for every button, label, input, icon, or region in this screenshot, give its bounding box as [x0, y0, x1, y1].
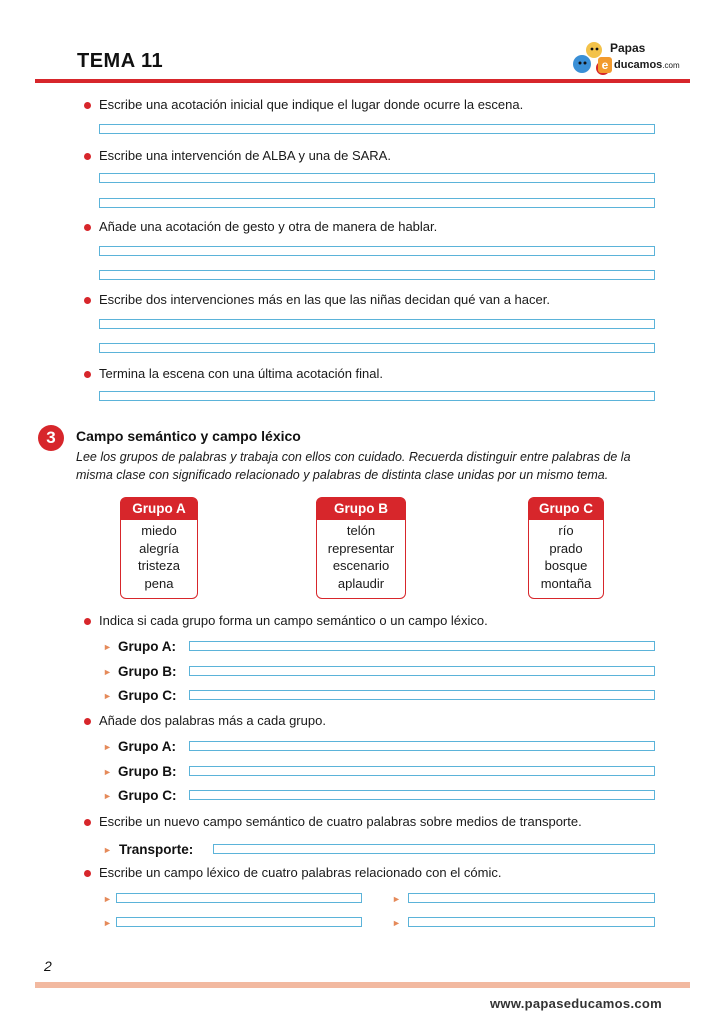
group-word: tristeza	[138, 558, 180, 573]
answer-line[interactable]	[116, 917, 362, 927]
arrow-bullet-icon: ►	[103, 894, 112, 904]
answer-label: Grupo B:	[118, 664, 177, 679]
answer-line[interactable]	[99, 319, 655, 329]
answer-label: Grupo C:	[118, 788, 177, 803]
group-word: miedo	[141, 523, 177, 538]
header-divider	[35, 79, 690, 83]
page-title: TEMA 11	[77, 50, 164, 72]
group-box-a	[120, 497, 198, 599]
instruction-text: Indica si cada grupo forma un campo semántico o un campo léxico.	[99, 613, 488, 628]
group-word: prado	[549, 540, 583, 556]
answer-label: Grupo A:	[118, 739, 176, 754]
answer-line[interactable]	[99, 391, 655, 401]
instruction-text: Añade dos palabras más a cada grupo.	[99, 713, 326, 728]
arrow-bullet-icon: ►	[103, 667, 112, 677]
answer-line[interactable]	[189, 766, 655, 776]
answer-line[interactable]	[189, 790, 655, 800]
bullet-icon	[84, 224, 91, 231]
footer-website: www.papaseducamos.com	[490, 996, 662, 1011]
answer-line[interactable]	[99, 246, 655, 256]
arrow-bullet-icon: ►	[392, 918, 401, 928]
answer-label: Grupo A:	[118, 639, 176, 654]
group-word: bosque	[544, 558, 588, 573]
logo-educamos: ducamos.com	[614, 59, 680, 71]
answer-line[interactable]	[189, 690, 655, 700]
answer-label: Grupo B:	[118, 764, 177, 779]
bullet-icon	[84, 718, 91, 725]
answer-line[interactable]	[116, 893, 362, 903]
bullet-icon	[84, 870, 91, 877]
instruction-text: Añade una acotación de gesto y otra de manera de hablar.	[99, 219, 438, 234]
group-word: montaña	[540, 575, 592, 591]
answer-line[interactable]	[99, 343, 655, 353]
page-number: 2	[44, 958, 52, 974]
logo-papas: Papas	[610, 41, 646, 55]
arrow-bullet-icon: ►	[392, 894, 401, 904]
bullet-icon	[84, 371, 91, 378]
group-word: telón	[346, 523, 376, 538]
answer-line[interactable]	[99, 198, 655, 208]
arrow-bullet-icon: ►	[103, 845, 112, 855]
group-box-b	[316, 497, 406, 599]
logo-e-icon	[598, 57, 612, 73]
bullet-icon	[84, 102, 91, 109]
group-word: río	[558, 523, 574, 538]
instruction-text: Escribe una acotación inicial que indique el lugar donde ocurre la escena.	[99, 97, 524, 112]
instruction-text: Escribe dos intervenciones más en las que las niñas decidan qué van a hacer.	[99, 292, 550, 307]
group-word: alegría	[139, 540, 179, 556]
answer-line[interactable]	[189, 641, 655, 651]
group-title: Grupo A	[121, 498, 197, 520]
arrow-bullet-icon: ►	[103, 742, 112, 752]
answer-line[interactable]	[189, 741, 655, 751]
group-word: representar	[327, 540, 395, 556]
answer-line[interactable]	[99, 124, 655, 134]
section-title: Campo semántico y campo léxico	[76, 428, 301, 444]
answer-label: Transporte:	[119, 842, 194, 857]
arrow-bullet-icon: ►	[103, 918, 112, 928]
answer-line[interactable]	[408, 893, 655, 903]
arrow-bullet-icon: ►	[103, 691, 112, 701]
answer-line[interactable]	[99, 270, 655, 280]
group-title: Grupo B	[317, 498, 405, 520]
answer-line[interactable]	[189, 666, 655, 676]
arrow-bullet-icon: ►	[103, 791, 112, 801]
footer-divider	[35, 982, 690, 988]
instruction-text: Termina la escena con una última acotación final.	[99, 366, 383, 381]
group-title: Grupo C	[529, 498, 603, 520]
group-word: aplaudir	[337, 575, 385, 591]
instruction-text: Escribe un nuevo campo semántico de cuatro palabras sobre medios de transporte.	[99, 814, 582, 829]
group-word: pena	[144, 575, 174, 591]
bullet-icon	[84, 297, 91, 304]
bullet-icon	[84, 819, 91, 826]
brand-logo	[572, 38, 692, 78]
instruction-text: Escribe una intervención de ALBA y una de SARA.	[99, 148, 391, 163]
group-word: escenario	[332, 558, 390, 573]
instruction-text: Escribe un campo léxico de cuatro palabras relacionado con el cómic.	[99, 865, 502, 880]
bullet-icon	[84, 618, 91, 625]
answer-line[interactable]	[99, 173, 655, 183]
arrow-bullet-icon: ►	[103, 642, 112, 652]
arrow-bullet-icon: ►	[103, 767, 112, 777]
group-box-c	[528, 497, 604, 599]
answer-line[interactable]	[213, 844, 655, 854]
bullet-icon	[84, 153, 91, 160]
section-number-badge: 3	[38, 425, 64, 451]
svg-text:e: e	[601, 58, 609, 72]
answer-label: Grupo C:	[118, 688, 177, 703]
section-intro: Lee los grupos de palabras y trabaja con ellos con cuidado. Recuerda distinguir entre palabras de la misma clase con significado relacionado y palabras de distinta clase unidas por un mismo tema.	[76, 450, 631, 482]
answer-line[interactable]	[408, 917, 655, 927]
